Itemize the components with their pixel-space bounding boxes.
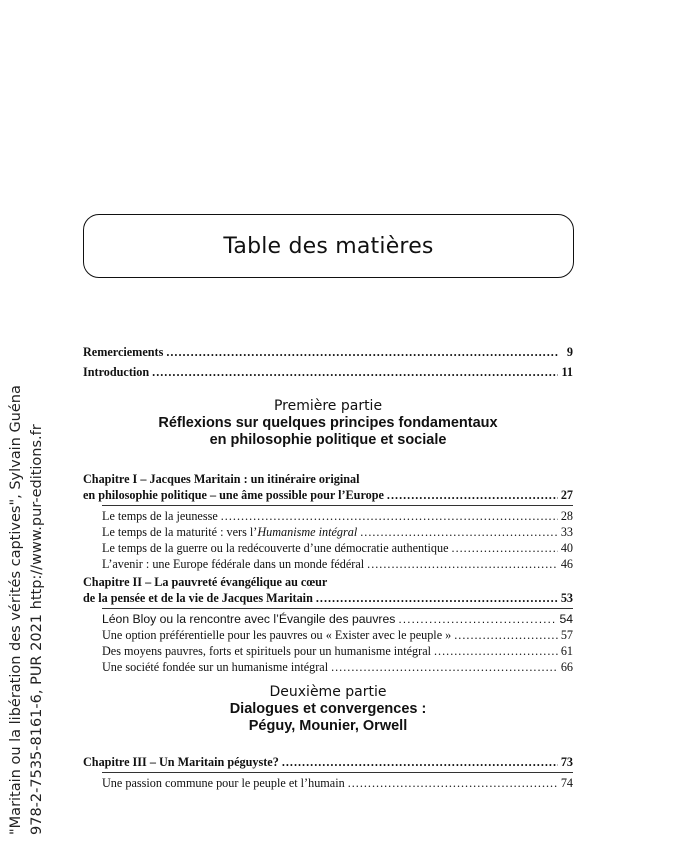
leader-dots — [152, 364, 558, 380]
toc-section[interactable] — [83, 508, 573, 524]
toc-section-label: Léon Bloy ou la rencontre avec l’Évangile des pauvres — [102, 612, 396, 626]
front-matter — [83, 344, 573, 380]
toc-page-number: 40 — [560, 541, 573, 555]
toc-section-label: Une option préférentielle pour les pauvres ou « Exister avec le peuple » — [102, 628, 452, 642]
leader-dots — [454, 627, 558, 643]
part1-title-line2: en philosophie politique et sociale — [209, 432, 447, 448]
part1-title-line1: Réflexions sur quelques principes fondamentaux — [158, 415, 498, 431]
chapter2 — [83, 574, 573, 675]
leader-dots — [398, 611, 556, 627]
toc-page-number: 53 — [560, 591, 573, 605]
toc-section-label: Une passion commune pour le peuple et l’humain — [102, 776, 345, 790]
toc-page-number: 46 — [560, 557, 573, 571]
toc-page-number: 57 — [560, 628, 573, 642]
leader-dots — [360, 524, 558, 540]
toc-section[interactable] — [83, 611, 573, 627]
toc-section[interactable] — [83, 524, 573, 540]
toc-page-number: 73 — [560, 755, 573, 769]
leader-dots — [316, 590, 558, 606]
leader-dots — [166, 344, 558, 360]
chapter1-entry[interactable] — [83, 487, 573, 503]
part1-name: Première partie — [273, 398, 383, 414]
leader-dots — [348, 775, 558, 791]
part1-heading — [83, 398, 573, 449]
part2-title-line1: Dialogues et convergences : — [229, 701, 427, 717]
toc-entry-introduction[interactable] — [83, 364, 573, 380]
toc-page-number: 28 — [560, 509, 573, 523]
toc-section-label-italic: Humanisme intégral — [257, 525, 358, 539]
toc-section[interactable] — [83, 775, 573, 791]
chapter2-title-line1: Chapitre II – La pauvreté évangélique au cœur — [83, 575, 328, 589]
leader-dots — [282, 754, 558, 770]
leader-dots — [331, 659, 558, 675]
divider — [102, 505, 573, 506]
toc-page-number: 11 — [561, 365, 573, 379]
toc-section[interactable] — [83, 556, 573, 572]
toc-entry-label: Remerciements — [83, 345, 164, 359]
chapter3-title: Chapitre III – Un Maritain péguyste? — [83, 755, 279, 769]
toc-section-label: L’avenir : une Europe fédérale dans un monde fédéral — [102, 557, 365, 571]
toc-section-label: Le temps de la guerre ou la redécouverte d’une démocratie authentique — [102, 541, 449, 555]
toc-page-number: 33 — [560, 525, 573, 539]
leader-dots — [387, 487, 558, 503]
part2-name: Deuxième partie — [269, 684, 387, 700]
toc-page-number: 74 — [560, 776, 573, 790]
toc-section[interactable] — [83, 643, 573, 659]
side-note-line2: 978-2-7535-8161-6, PUR 2021 http://www.pur-editions.fr — [29, 424, 45, 835]
side-note — [6, 0, 66, 865]
toc-section[interactable] — [83, 540, 573, 556]
toc-page-number: 66 — [560, 660, 573, 674]
part2-title-line2: Péguy, Mounier, Orwell — [248, 718, 408, 734]
toc-section-label-pre: Le temps de la maturité : vers l’ — [102, 525, 258, 539]
toc-section-label: Une société fondée sur un humanisme intégral — [102, 660, 329, 674]
toc-entry-label: Introduction — [83, 365, 150, 379]
side-note-line1: "Maritain ou la libération des vérités captives", Sylvain Guéna — [8, 385, 24, 835]
part2-heading — [83, 684, 573, 735]
toc-section-label: Le temps de la jeunesse — [102, 509, 218, 523]
divider — [102, 608, 573, 609]
leader-dots — [434, 643, 558, 659]
divider — [102, 772, 573, 773]
side-note-text — [6, 385, 48, 835]
leader-dots — [221, 508, 558, 524]
toc-section[interactable] — [83, 627, 573, 643]
toc-section[interactable] — [83, 659, 573, 675]
toc-page-number: 27 — [560, 488, 573, 502]
chapter2-title-line2: de la pensée et de la vie de Jacques Maritain — [83, 591, 313, 605]
toc-entry-remerciements[interactable] — [83, 344, 573, 360]
leader-dots — [367, 556, 558, 572]
leader-dots — [452, 540, 558, 556]
title-box — [83, 214, 574, 278]
chapter1-title-line1: Chapitre I – Jacques Maritain : un itinéraire original — [83, 472, 360, 486]
page-title: Table des matières — [223, 233, 434, 259]
toc-page-number: 61 — [560, 644, 573, 658]
chapter3 — [83, 754, 573, 791]
chapter3-entry[interactable] — [83, 754, 573, 770]
toc-section-label — [102, 524, 357, 540]
toc-page-number: 54 — [559, 612, 573, 626]
chapter2-entry[interactable] — [83, 590, 573, 606]
toc-section-label: Des moyens pauvres, forts et spirituels pour un humanisme intégral — [102, 644, 431, 658]
toc-page-number: 9 — [566, 345, 573, 359]
chapter1-title-line2: en philosophie politique – une âme possible pour l’Europe — [83, 488, 384, 502]
chapter1 — [83, 471, 573, 572]
